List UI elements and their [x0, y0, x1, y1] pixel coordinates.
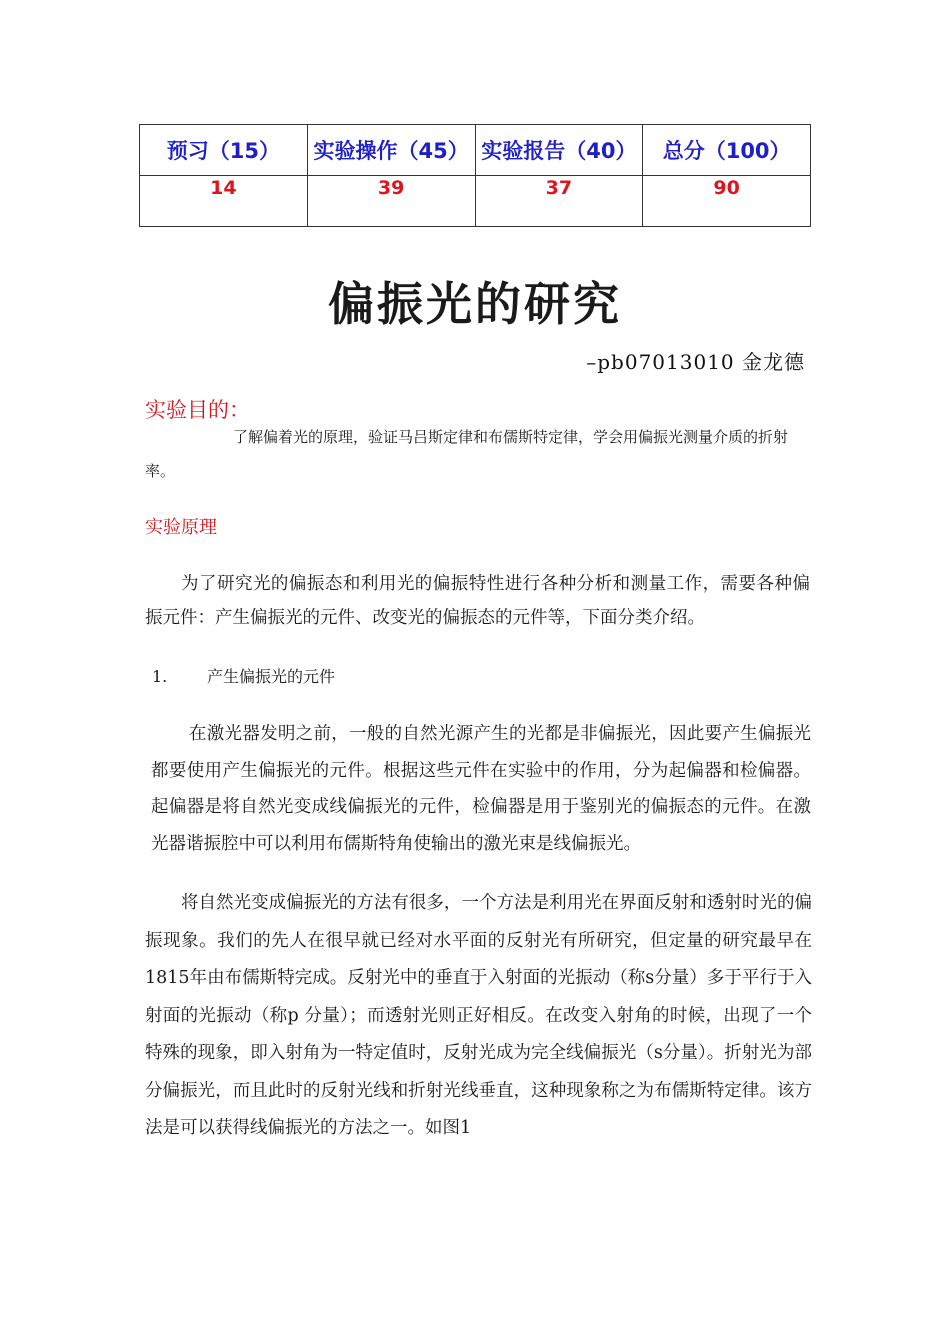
section-item-1 [152, 664, 335, 687]
principle-intro: 为了研究光的偏振态和利用光的偏振特性进行各种分析和测量工作，需要各种偏振元件：产生偏振光的元件、改变光的偏振态的元件等，下面分类介绍。 [145, 574, 810, 628]
author-line: –pb07013010 金龙德 [586, 350, 805, 374]
paragraph-polarizer: 在激光器发明之前，一般的自然光源产生的光都是非偏振光，因此要产生偏振光都要使用产生偏振光的元件。根据这些元件在实验中的作用，分为起偏器和检偏器。起偏器是将自然光变成线偏振光的元件，检偏器是用于鉴别光的偏振态的元件。在激光器谐振腔中可以利用布儒斯特角使输出的激光束是线偏振光。 [151, 724, 811, 854]
document-title: 偏振光的研究 [328, 277, 622, 331]
principle-heading: 实验原理 [145, 517, 217, 538]
item-title: 产生偏振光的元件 [207, 667, 336, 686]
score-operation: 39 [307, 176, 475, 227]
header-operation: 实验操作（45） [307, 125, 475, 176]
score-header-row [140, 125, 811, 176]
aim-text: 了解偏着光的原理，验证马吕斯定律和布儒斯特定律，学会用偏振光测量介质的折射率。 [145, 428, 789, 480]
header-preview: 预习（15） [140, 125, 308, 176]
score-total: 90 [643, 176, 811, 227]
paragraph-brewster: 将自然光变成偏振光的方法有很多，一个方法是利用光在界面反射和透射时光的偏振现象。我们的先人在很早就已经对水平面的反射光有所研究，但定量的研究最早在1815年由布儒斯特完成。反射光中的垂直于入射面的光振动（称s分量）多于平行于入射面的光振动（称p 分量）；而透射光则正好相反。在改变入射角的时候，出现了一个特殊的现象，即入射角为一特定值时，反射光成为完全线偏振光（s分量）。折射光为部分偏振光，而且此时的反射光线和折射光线垂直，这种现象称之为布儒斯特定律。该方法是可以获得线偏振光的方法之一。如图1 [145, 893, 812, 1138]
score-value-row [140, 176, 811, 227]
score-table [139, 124, 811, 227]
aim-heading: 实验目的： [145, 398, 250, 422]
score-report: 37 [475, 176, 643, 227]
score-preview: 14 [140, 176, 308, 227]
header-total: 总分（100） [643, 125, 811, 176]
header-report: 实验报告（40） [475, 125, 643, 176]
item-number: 1. [152, 667, 168, 686]
